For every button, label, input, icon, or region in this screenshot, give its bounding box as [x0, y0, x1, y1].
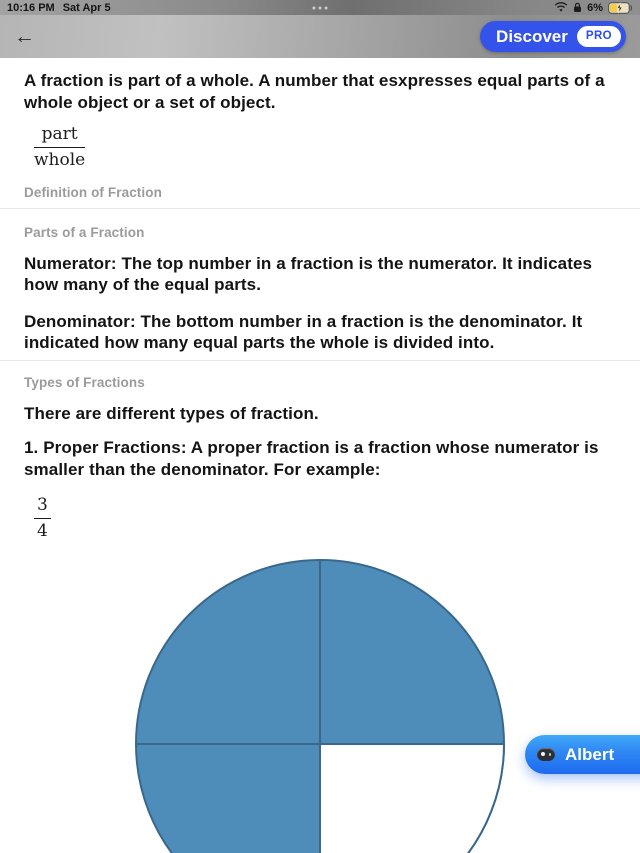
definition-caption: Definition of Fraction [24, 184, 162, 200]
lesson-content [0, 58, 640, 541]
fraction-numerator: 3 [34, 496, 51, 519]
types-heading: Types of Fractions [24, 374, 145, 390]
header [0, 0, 640, 58]
denominator-definition: The bottom number in a fraction is the denominator. It indicated how many equal parts the whole is divided into. [24, 311, 583, 353]
discover-button[interactable] [480, 21, 626, 52]
numerator-term: Numerator: [24, 253, 117, 273]
circle-unshaded-quarter [320, 744, 504, 853]
date: Sat Apr 5 [62, 1, 111, 14]
intro-paragraph: A fraction is part of a whole. A number that esxpresses equal parts of a whole object or a set of object. [24, 71, 605, 112]
status-bar [0, 0, 640, 15]
types-intro-paragraph: There are different types of fraction. [24, 403, 319, 423]
nav-bar [0, 15, 640, 58]
status-left [7, 2, 111, 14]
battery-charging-icon [608, 2, 633, 14]
denominator-paragraph [24, 311, 614, 354]
discover-label: Discover [496, 26, 568, 46]
proper-fractions-term: 1. Proper Fractions: [24, 438, 187, 458]
wifi-icon [554, 2, 568, 13]
part-whole-fraction [34, 125, 85, 169]
numerator-definition: The top number in a fraction is the numerator. It indicates how many of the equal parts. [24, 253, 593, 295]
multitasking-dots-icon[interactable] [313, 6, 328, 9]
orientation-lock-icon [573, 2, 582, 13]
fraction-denominator: 4 [37, 520, 48, 541]
clock: 10:16 PM [7, 1, 55, 14]
fraction-numerator: part [34, 125, 85, 148]
section-divider [0, 208, 640, 209]
status-right [554, 2, 633, 14]
numerator-paragraph [24, 253, 614, 296]
proper-fractions-definition: A proper fraction is a fraction whose numerator is smaller than the denominator. For example: [24, 438, 599, 479]
albert-assistant-button[interactable] [525, 735, 640, 774]
proper-fractions-paragraph [24, 437, 614, 480]
fraction-denominator: whole [34, 149, 86, 170]
fraction-circle-diagram [134, 558, 506, 853]
albert-label: Albert [565, 744, 615, 764]
pro-badge: PRO [577, 26, 621, 48]
three-quarters-fraction [34, 496, 51, 540]
albert-mascot-icon [537, 748, 555, 761]
parts-heading: Parts of a Fraction [24, 224, 145, 240]
battery-percent: 6% [587, 1, 603, 14]
back-arrow-icon: ← [14, 25, 35, 48]
back-button[interactable] [14, 22, 44, 52]
denominator-term: Denominator: [24, 311, 136, 331]
section-divider [0, 360, 640, 361]
